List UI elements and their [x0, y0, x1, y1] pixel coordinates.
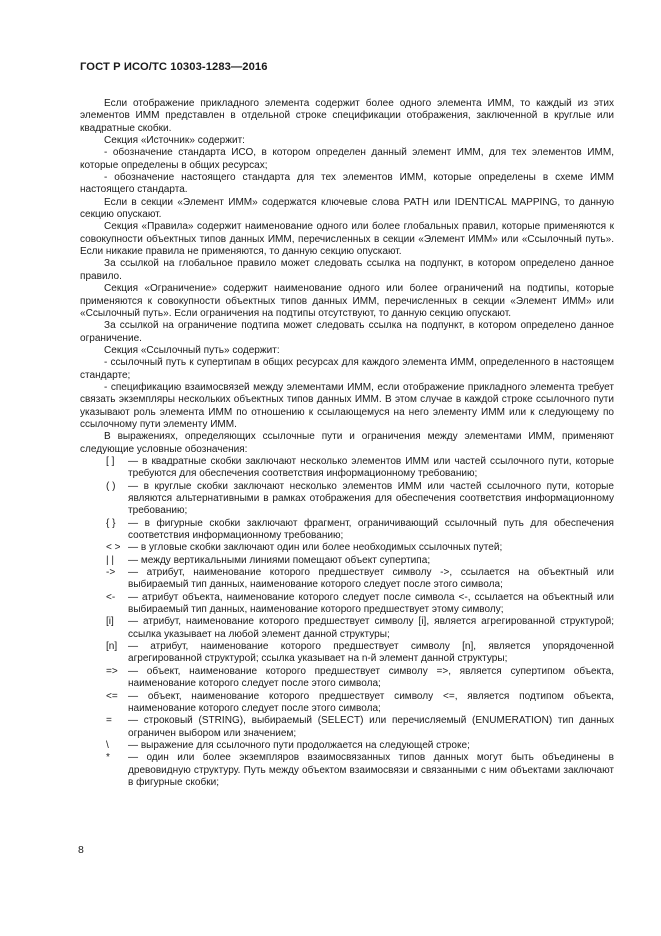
symbol: | |: [106, 554, 115, 566]
symbol-row: [80, 616, 614, 641]
symbol-description: — атрибут объекта, наименование которого следует после символа <-, ссылается на объектный или выбираемый тип данных, наименование которого предшествует этому символу;: [128, 591, 614, 616]
symbol-description: — строковый (STRING), выбираемый (SELECT) или перечисляемый (ENUMERATION) тип данных ограничен выбором или значением;: [128, 715, 614, 739]
symbol-description: — объект, наименование которого предшествует символу <=, является подтипом объекта, наименование которого следует после этого символа;: [128, 690, 614, 714]
symbol: < >: [106, 542, 121, 554]
symbol-description: — атрибут, наименование которого предшествует символу [i], является агрегированной структурой; ссылка указывает на любой элемент данной структуры;: [128, 616, 614, 640]
document-body: [80, 98, 614, 789]
symbol-row: [80, 592, 614, 617]
symbol-row: [80, 715, 614, 740]
paragraph: За ссылкой на глобальное правило может следовать ссылка на подпункт, в котором определено данное правило.: [80, 258, 614, 282]
symbol-description: — в фигурные скобки заключают фрагмент, ограничивающий ссылочный путь для обеспечения соответствия информационному требованию;: [128, 517, 614, 542]
symbol-row: [80, 740, 614, 752]
paragraph: Если в секции «Элемент ИММ» содержатся ключевые слова PATH или IDENTICAL MAPPING, то данную секцию опускают.: [80, 196, 614, 221]
symbol: [i]: [106, 616, 114, 628]
symbol: ( ): [106, 480, 116, 492]
symbol-row: [80, 691, 614, 716]
symbol-row: [80, 481, 614, 518]
paragraph: Секция «Ссылочный путь» содержит:: [104, 344, 280, 356]
symbol-row: [80, 555, 614, 567]
symbol: =: [106, 715, 112, 727]
symbol: =>: [106, 665, 118, 677]
symbol-description: — объект, наименование которого предшествует символу =>, является супертипом объекта, наименование которого следует после этого символа;: [128, 665, 614, 690]
page-number: 8: [78, 844, 84, 856]
list-item: - спецификацию взаимосвязей между элементами ИММ, если отображение прикладного элемента требует связать экземпляры нескольких объектных типов данных ИММ. В этом случае в каждой строке ссылочного пути указывают роль элемента ИММ по отношению к ссылающемуся на него элементу ИММ или к следующему по ссылочному пути элементу ИММ.: [80, 381, 614, 430]
symbol-description: — в квадратные скобки заключают несколько элементов ИММ или частей ссылочного пути, которые требуются для обеспечения соответствия информационному требованию;: [128, 455, 614, 480]
symbol: [n]: [106, 641, 118, 653]
symbol: <-: [106, 591, 116, 603]
symbol-row: [80, 542, 614, 554]
symbol-row: [80, 518, 614, 543]
symbol-description: — между вертикальными линиями помещают объект супертипа;: [128, 554, 431, 566]
paragraph: Если отображение прикладного элемента содержит более одного элемента ИММ, то каждый из этих элементов ИММ представлен в отдельной строке спецификации отображения, заключенной в круглые или квадратные скобки.: [80, 98, 614, 134]
symbol: { }: [106, 517, 116, 529]
list-item: - обозначение стандарта ИСО, в котором определен данный элемент ИММ, для тех элементов ИММ, которые определены в общих ресурсах;: [80, 147, 614, 171]
paragraph: Секция «Ограничение» содержит наименование одного или более ограничений на подтипы, которые применяются к совокупности объектных типов данных ИММ, перечисленных в секции «Элемент ИММ» или «Ссылочный путь». Если ограничения на подтипы отсутствуют, то данную секцию опускают.: [80, 283, 614, 319]
symbol: ->: [106, 567, 116, 579]
paragraph: За ссылкой на ограничение подтипа может следовать ссылка на подпункт, в котором определено данное ограничение.: [80, 320, 614, 344]
symbol: \: [106, 739, 109, 751]
symbol: [ ]: [106, 455, 115, 467]
symbol-row: [80, 567, 614, 592]
symbol-row: [80, 641, 614, 666]
symbol-description: — выражение для ссылочного пути продолжается на следующей строке;: [128, 739, 470, 751]
symbol-row: [80, 752, 614, 789]
list-item: - ссылочный путь к супертипам в общих ресурсах для каждого элемента ИММ, определенного в настоящем стандарте;: [80, 357, 614, 381]
symbol-list: [80, 456, 614, 789]
symbol-description: — один или более экземпляров взаимосвязанных типов данных могут быть объединены в древовидную структуру. Путь между объектом взаимосвязи и связанными с ним объектами заключают в фигурные скобки;: [128, 752, 614, 788]
symbol-description: — в угловые скобки заключают один или более необходимых ссылочных путей;: [128, 542, 503, 554]
symbol-description: — в круглые скобки заключают несколько элементов ИММ или частей ссылочного пути, которые являются альтернативными в рамках отображения для обеспечения соответствия информационному требованию;: [128, 480, 614, 517]
symbol-row: [80, 666, 614, 691]
paragraph: Секция «Правила» содержит наименование одного или более глобальных правил, которые применяются к совокупности объектных типов данных ИММ, перечисленных в секции «Элемент ИММ» или «Ссылочный путь». Если никакие правила не применяются, то данную секцию опускают.: [80, 221, 614, 258]
paragraph: В выражениях, определяющих ссылочные пути и ограничения между элементами ИММ, применяют следующие условные обозначения:: [80, 431, 614, 455]
paragraph: Секция «Источник» содержит:: [104, 135, 245, 147]
list-item: - обозначение настоящего стандарта для тех элементов ИММ, которые определены в схеме ИММ настоящего стандарта.: [80, 172, 614, 196]
symbol-description: — атрибут, наименование которого предшествует символу ->, ссылается на объектный или выбираемый тип данных, наименование которого следует после этого символа;: [128, 567, 614, 591]
symbol: <=: [106, 690, 118, 702]
symbol-description: — атрибут, наименование которого предшествует символу [n], является упорядоченной агрегированной структурой; ссылка указывает на n-й элемент данной структуры;: [128, 641, 614, 665]
symbol: *: [106, 752, 110, 764]
symbol-row: [80, 456, 614, 481]
document-header: ГОСТ Р ИСО/ТС 10303-1283—2016: [80, 61, 268, 73]
